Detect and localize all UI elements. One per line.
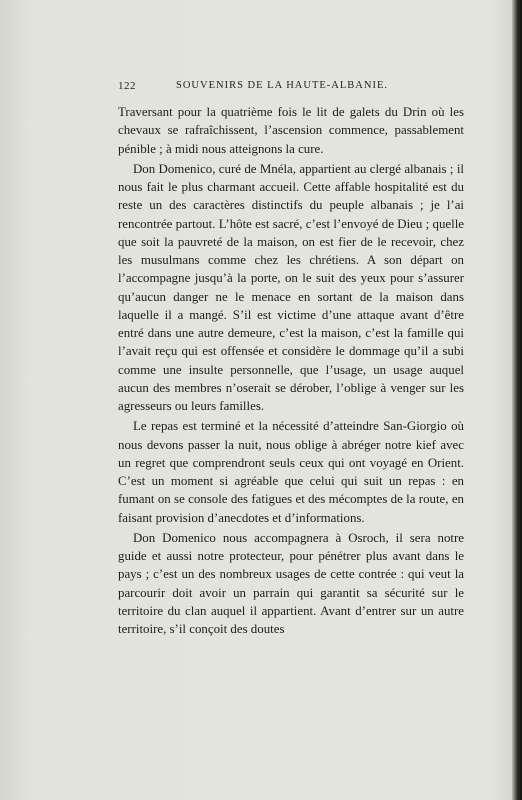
paragraph-4: Don Domenico nous accompagnera à Osroch, il sera notre guide et aussi notre protecteur, pour pénétrer plus avant dans le pays ; c’est un des nombreux usages de cette contrée : qui veut la parcourir doit avoir un parrain qui garantit sa sécurité sur le territoire du clan auquel il appartient. Avant d’entrer sur un autre territoire, s’il conçoit des doutes (118, 530, 464, 636)
running-title: SOUVENIRS DE LA HAUTE-ALBANIE. (176, 80, 388, 91)
paragraph-1: Traversant pour la quatrième fois le lit de galets du Drin où les chevaux se rafraîchissent, l’ascension commence, passablement pénible ; à midi nous atteignons la cure. (118, 105, 464, 156)
paragraph-2: Don Domenico, curé de Mnéla, appartient au clergé albanais ; il nous fait le plus charmant accueil. Cette affable hospitalité est du reste un des caractères distinctifs du peuple albanais ; je l’ai rencontrée partout. L’hôte est sacré, c’est l’envoyé de Dieu ; quelle que soit la pauvreté de la maison, on est fier de le recevoir, chez les musulmans comme chez les chrétiens. A son départ on l’accompagne jusqu’à la porte, on le suit des yeux pour s’assurer qu’aucun danger ne le menace en sortant de la maison dans laquelle il a mangé. S’il est victime d’une attaque avant d’être entré dans une autre demeure, c’est la maison, c’est la famille qui l’avait reçu qui est offensée et considère le dommage qu’il a subi comme une insulte personnelle, que l’usage, un usage auquel aucun des membres n’oserait se dérober, l’oblige à venger sur les agresseurs ou leurs familles. (118, 161, 464, 413)
body-text (118, 103, 464, 638)
paragraph-3: Le repas est terminé et la nécessité d’atteindre San-Giorgio où nous devons passer la nuit, nous oblige à abréger notre kief avec un regret que comprendront seuls ceux qui ont voyagé en Orient. C’est un moment si agréable que celui qui suit un repas : en fumant on se console des fatigues et des mécomptes de la route, en faisant provision d’anecdotes et d’informations. (118, 419, 464, 525)
page-edge-shadow (512, 0, 522, 800)
page-header (118, 80, 464, 96)
page-number: 122 (118, 80, 136, 92)
